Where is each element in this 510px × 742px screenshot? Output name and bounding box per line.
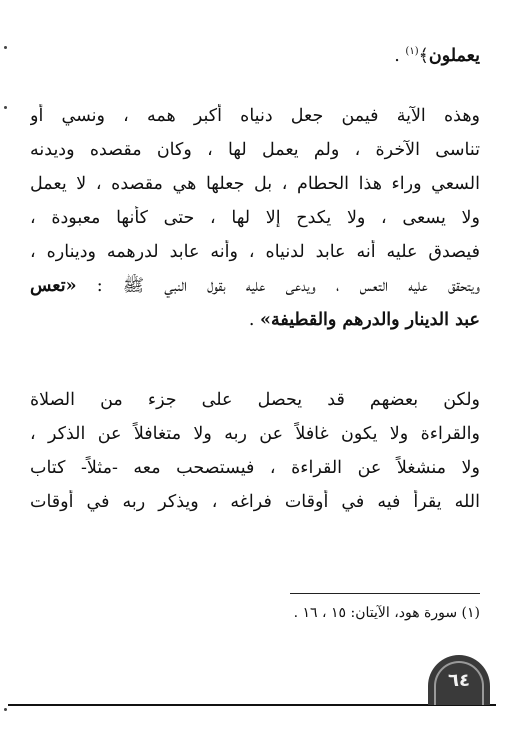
text-line [30,274,480,300]
footnote: (١) سورة هود، الآيتان: ١٥ ، ١٦ . [293,605,480,621]
page-edge-mark [4,106,7,109]
page-number: ٦٤ [448,669,470,691]
text-line: فيصدق عليه أنه عابد لدنياه ، وأنه عابد لدرهمه وديناره ، [30,242,480,262]
text-line: السعي وراء هذا الحطام ، بل جعلها هي مقصده ، لا يعمل [30,174,480,194]
heading-line [30,44,480,70]
hadith-quote-start: «تعس [30,276,77,296]
page-edge-mark [4,708,7,711]
text-line: وهذه الآية فيمن جعل دنياه أكبر همه ، ونسي أو [30,106,480,126]
quran-word: يعملون [428,46,480,66]
text-line: ولا منشغلاً عن القراءة ، فيستصحب معه -مثلاً- كتاب [30,458,480,478]
quran-bracket: ﴾ [418,46,429,66]
heading-tail: . [394,46,406,66]
text-run: . [248,310,261,330]
text-line: تناسى الآخرة ، ولم يعمل لها ، وكان مقصده وديدنه [30,140,480,160]
hadith-quote-end: عبد الدينار والدرهم والقطيفة» [260,310,480,330]
text-line [30,308,480,334]
footnote-reference: (١) [405,46,419,58]
text-line: ولكن بعضهم قد يحصل على جزء من الصلاة [30,390,480,410]
page-number-badge [428,655,490,705]
footnote-separator [290,593,480,594]
text-line: الله يقرأ فيه في أوقات فراغه ، ويذكر ربه في أوقات [30,492,480,512]
bottom-rule [8,704,496,706]
text-line: ولا يسعى ، ولا يكدح إلا لها ، حتى كأنها معبودة ، [30,208,480,228]
page-edge-mark [4,46,7,49]
text-line: والقراءة ولا يكون غافلاً عن ربه ولا متغافلاً عن الذكر ، [30,424,480,444]
text-run: ويتحقق عليه التعس ، ويدعى عليه بقول النبي ﷺ : [76,276,480,296]
